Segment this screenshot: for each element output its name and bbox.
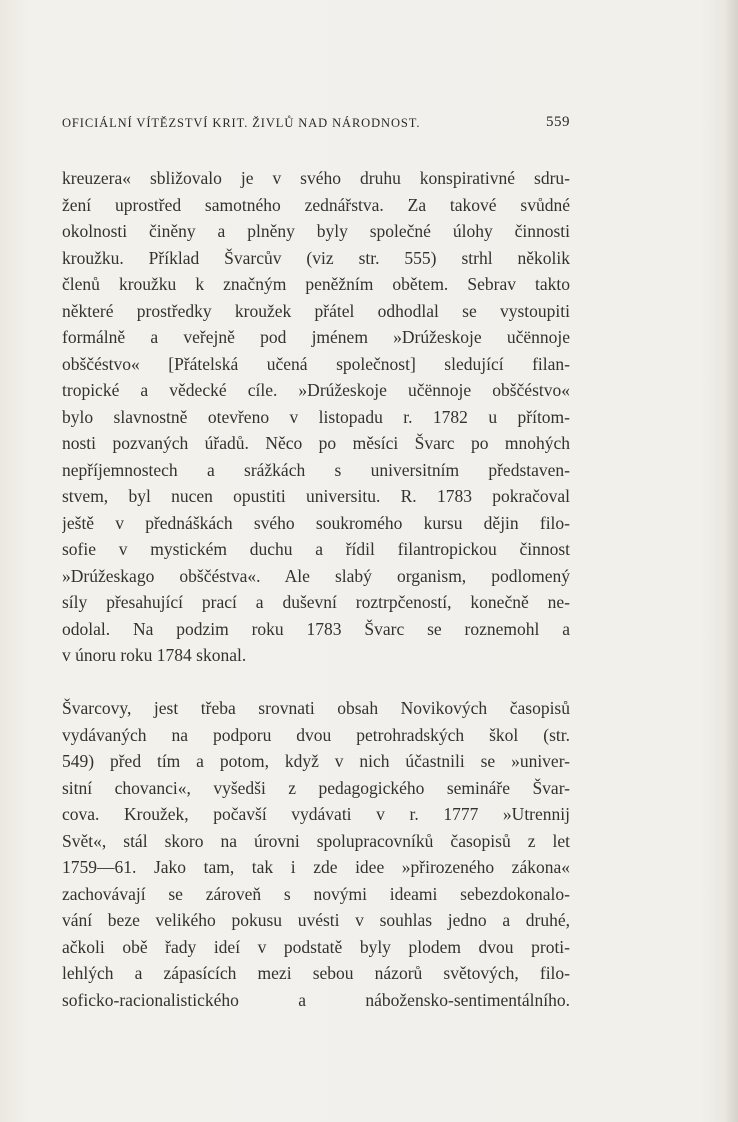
text-line: Švarcovy, jest třeba srovnati obsah Novikových časopisů bbox=[62, 698, 570, 718]
text-line: okolnosti činěny a plněny byly společné úlohy činnosti bbox=[62, 221, 570, 241]
page-number: 559 bbox=[546, 114, 570, 130]
text-line: kreuzera« sbližovalo je v svého druhu konspirativné sdru- bbox=[62, 168, 570, 188]
text-line: nepříjemnostech a srážkách s universitním představen- bbox=[62, 459, 570, 480]
text-line: cova. Kroužek, počavší vydávati v r. 1777 »Utrennij bbox=[62, 804, 570, 824]
paragraph-2 bbox=[62, 669, 570, 1014]
text-line: 549) před tím a potom, když v nich účastnili se »univer- bbox=[62, 751, 570, 771]
page-edge-shadow bbox=[724, 0, 738, 1122]
text-line: soficko-racionalistického a nábožensko-sentimentálního. bbox=[62, 989, 570, 1010]
running-header bbox=[62, 116, 570, 140]
text-line: obščéstvo« [Přátelská učená společnost] sledující filan- bbox=[62, 353, 570, 374]
text-line: ačkoli obě řady ideí v podstatě byly plodem dvou proti- bbox=[62, 936, 570, 957]
text-line: stvem, byl nucen opustiti universitu. R. 1783 pokračoval bbox=[62, 486, 570, 506]
text-line: sofie v mystickém duchu a řídil filantropickou činnost bbox=[62, 539, 570, 559]
text-line: bylo slavnostně otevřeno v listopadu r. 1782 u přítom- bbox=[62, 406, 570, 427]
text-line: formálně a veřejně pod jménem »Drúžeskoje učënnoje bbox=[62, 327, 570, 347]
header-title: OFICIÁLNÍ VÍTĚZSTVÍ KRIT. ŽIVLŮ NAD NÁRODNOST. bbox=[62, 116, 421, 130]
text-line: členů kroužku k značným peněžním obětem. Sebrav takto bbox=[62, 274, 570, 294]
text-line: kroužku. Příklad Švarcův (viz str. 555) strhl několik bbox=[62, 247, 570, 268]
text-line: v únoru roku 1784 skonal. bbox=[62, 645, 247, 665]
text-line: ještě v přednáškách svého soukromého kursu dějin filo- bbox=[62, 512, 570, 533]
text-line: zachovávají se zároveň s novými ideami sebezdokonalo- bbox=[62, 883, 570, 904]
text-line: nosti pozvaných úřadů. Něco po měsíci Švarc po mnohých bbox=[62, 433, 570, 453]
text-line: Svět«, stál skoro na úrovni spolupracovníků časopisů z let bbox=[62, 830, 570, 851]
body-text bbox=[62, 165, 570, 1013]
text-line: vání beze velikého pokusu uvésti v souhlas jedno a druhé, bbox=[62, 910, 570, 930]
text-line: 1759—61. Jako tam, tak i zde idee »přirozeného zákona« bbox=[62, 857, 570, 877]
text-line: některé prostředky kroužek přátel odhodlal se vystoupiti bbox=[62, 300, 570, 321]
text-line: žení uprostřed samotného zednářstva. Za takové svůdné bbox=[62, 194, 570, 215]
text-line: sitní chovanci«, vyšedši z pedagogického semináře Švar- bbox=[62, 777, 570, 798]
text-line-indented bbox=[62, 669, 570, 696]
paragraph-1 bbox=[62, 165, 570, 669]
text-line: tropické a vědecké cíle. »Drúžeskoje učënnoje obščéstvo« bbox=[62, 380, 570, 400]
text-line: odolal. Na podzim roku 1783 Švarc se roznemohl a bbox=[62, 618, 570, 639]
text-line: »Drúžeskago obščéstva«. Ale slabý organism, podlomený bbox=[62, 565, 570, 586]
text-line: síly přesahující prací a duševní roztrpčeností, konečně ne- bbox=[62, 592, 570, 612]
text-line: vydávaných na podporu dvou petrohradských škol (str. bbox=[62, 724, 570, 745]
text-line: lehlých a zápasících mezi sebou názorů světových, filo- bbox=[62, 963, 570, 983]
